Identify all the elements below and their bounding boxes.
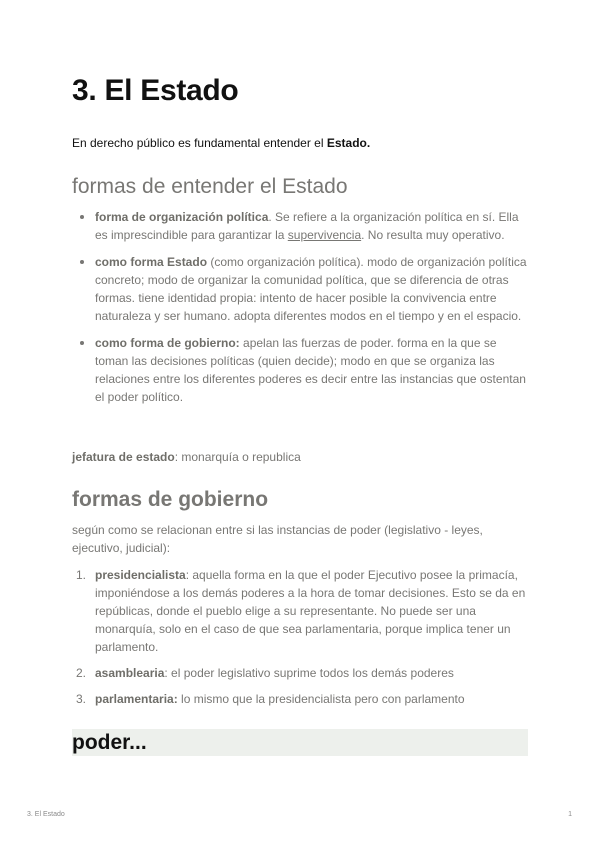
list-item bbox=[72, 253, 528, 325]
list-item bbox=[72, 690, 528, 708]
numbered-list bbox=[72, 566, 528, 716]
bullet-list bbox=[72, 208, 528, 415]
footer-title: 3. El Estado bbox=[27, 811, 65, 818]
item-term: parlamentaria: bbox=[95, 692, 178, 706]
page-number: 1 bbox=[568, 811, 572, 818]
list-item bbox=[72, 334, 528, 406]
jefatura-line bbox=[72, 448, 301, 466]
item-term: presidencialista bbox=[95, 568, 186, 582]
section-heading-formas-gobierno: formas de gobierno bbox=[72, 488, 269, 511]
list-item bbox=[72, 208, 528, 244]
section-heading-formas-entender: formas de entender el Estado bbox=[72, 175, 348, 198]
item-number: 1. bbox=[76, 568, 87, 582]
item-number: 2. bbox=[76, 666, 87, 680]
intro-paragraph bbox=[72, 134, 370, 152]
gobierno-intro: según como se relacionan entre si las instancias de poder (legislativo - leyes, ejecutivo, judicial): bbox=[72, 523, 483, 555]
item-text: . No resulta muy operativo. bbox=[361, 228, 505, 242]
item-term: asamblearia bbox=[95, 666, 165, 680]
item-text: : el poder legislativo suprime todos los demás poderes bbox=[164, 666, 454, 680]
item-text: apelan las fuerzas de poder. forma en la que se toman las decisiones políticas (quien decide); modo en que se organiza las relaciones entre los diferentes poderes es decir entre las instancias que ostentan el poder político. bbox=[95, 336, 526, 404]
intro-text: En derecho público es fundamental entender el bbox=[72, 136, 327, 150]
item-term: como forma de gobierno: bbox=[95, 336, 240, 350]
list-item bbox=[72, 664, 528, 682]
item-text: . Se refiere a la organización política en sí. Ella es imprescindible para garantizar la bbox=[95, 210, 519, 242]
item-text: : aquella forma en la que el poder Ejecutivo posee la primacía, imponiéndose a los demás poderes a la hora de tomar decisiones. Esto se da en repúblicas, donde el pueblo elige a su representante. No puede ser una monarquía, solo en el caso de que sea parlamentaria, porque implica tener un parlamento. bbox=[95, 568, 526, 654]
item-number: 3. bbox=[76, 692, 87, 706]
section-heading-poder: poder... bbox=[72, 731, 147, 754]
intro-bold: Estado. bbox=[326, 136, 371, 150]
item-term: forma de organización política bbox=[95, 210, 269, 224]
item-text: (como organización política). modo de organización política concreto; modo de organizar la comunidad política, que se diferencia de otras formas. tiene identidad propia: intento de hacer posible la convivencia entre naturaleza y ser humano. adopta diferentes modos en el tiempo y en el espacio. bbox=[95, 255, 527, 323]
highlighted-heading-block bbox=[72, 729, 528, 756]
list-item bbox=[72, 566, 528, 656]
jefatura-text: : monarquía o republica bbox=[174, 450, 301, 464]
jefatura-term: jefatura de estado bbox=[72, 450, 175, 464]
underlined-word: supervivencia bbox=[287, 228, 362, 242]
item-text: lo mismo que la presidencialista pero con parlamento bbox=[177, 692, 465, 706]
item-term: como forma Estado bbox=[95, 255, 208, 269]
page-title: 3. El Estado bbox=[72, 74, 239, 107]
